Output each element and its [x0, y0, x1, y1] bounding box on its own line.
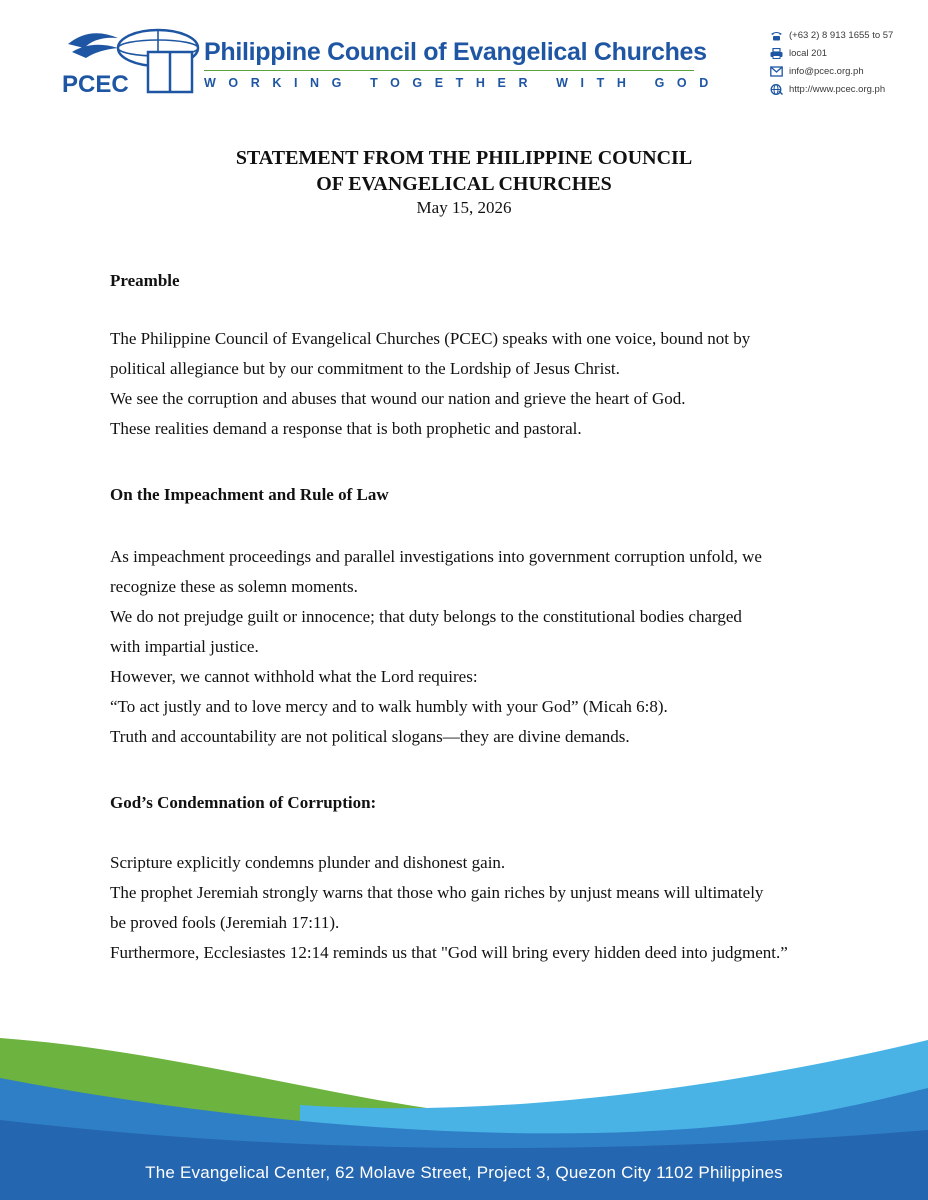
section-corruption-paragraph — [110, 848, 850, 968]
paragraph-line: Truth and accountability are not political slogans—they are divine demands. — [110, 727, 630, 746]
contact-phone — [770, 26, 893, 44]
globe-icon — [770, 84, 783, 95]
paragraph-line: These realities demand a response that is both prophetic and pastoral. — [110, 419, 582, 438]
contact-fax — [770, 44, 893, 62]
email-icon — [770, 66, 783, 77]
logo-text: PCEC — [62, 71, 129, 96]
contact-email — [770, 62, 893, 80]
paragraph-line: As impeachment proceedings and parallel investigations into government corruption unfold, we — [110, 547, 762, 566]
contact-email-text: info@pcec.org.ph — [789, 65, 864, 77]
statement-title-line-2: OF EVANGELICAL CHURCHES — [316, 173, 612, 195]
contact-phone-text: (+63 2) 8 913 1655 to 57 — [789, 29, 894, 41]
section-heading-corruption: God’s Condemnation of Corruption: — [110, 793, 377, 812]
paragraph-line: recognize these as solemn moments. — [110, 577, 358, 596]
tagline-rule — [204, 70, 694, 71]
letterhead — [0, 0, 928, 110]
pcec-logo-icon — [62, 22, 200, 96]
statement-title-line-1: STATEMENT FROM THE PHILIPPINE COUNCIL — [235, 147, 693, 169]
statement-body — [110, 270, 850, 968]
paragraph-line: The Philippine Council of Evangelical Churches (PCEC) speaks with one voice, bound not by — [110, 329, 751, 348]
paragraph-line: Scripture explicitly condemns plunder and dishonest gain. — [110, 853, 506, 872]
paragraph-line: We do not prejudge guilt or innocence; that duty belongs to the constitutional bodies charged — [110, 607, 742, 626]
paragraph-line: political allegiance but by our commitment to the Lordship of Jesus Christ. — [110, 359, 620, 378]
tagline: WORKING TOGETHER WITH GOD — [204, 76, 721, 90]
contact-fax-text: local 201 — [789, 47, 828, 59]
paragraph-line: be proved fools (Jeremiah 17:11). — [110, 913, 340, 932]
section-heading-preamble: Preamble — [110, 271, 180, 290]
paragraph-line: We see the corruption and abuses that wound our nation and grieve the heart of God. — [110, 389, 686, 408]
footer-address: The Evangelical Center, 62 Molave Street, Project 3, Quezon City 1102 Philippines — [145, 1163, 783, 1182]
paragraph-line: “To act justly and to love mercy and to walk humbly with your God” (Micah 6:8). — [110, 697, 668, 716]
section-preamble-paragraph — [110, 324, 850, 444]
paragraph-line: with impartial justice. — [110, 637, 259, 656]
paragraph-line: The prophet Jeremiah strongly warns that those who gain riches by unjust means will ultimately — [110, 883, 764, 902]
statement-title-block — [0, 145, 928, 219]
contact-list — [770, 26, 893, 98]
section-impeachment-paragraph — [110, 542, 850, 752]
fax-icon — [770, 48, 783, 59]
org-name: Philippine Council of Evangelical Churches — [204, 38, 707, 66]
paragraph-line: However, we cannot withhold what the Lord requires: — [110, 667, 478, 686]
phone-icon — [770, 30, 783, 41]
contact-website — [770, 80, 893, 98]
section-heading-impeachment: On the Impeachment and Rule of Law — [110, 485, 389, 504]
contact-website-text: http://www.pcec.org.ph — [789, 83, 886, 95]
paragraph-line: Furthermore, Ecclesiastes 12:14 reminds us that "God will bring every hidden deed into judgment.” — [110, 943, 788, 962]
statement-date: May 15, 2026 — [416, 198, 512, 217]
